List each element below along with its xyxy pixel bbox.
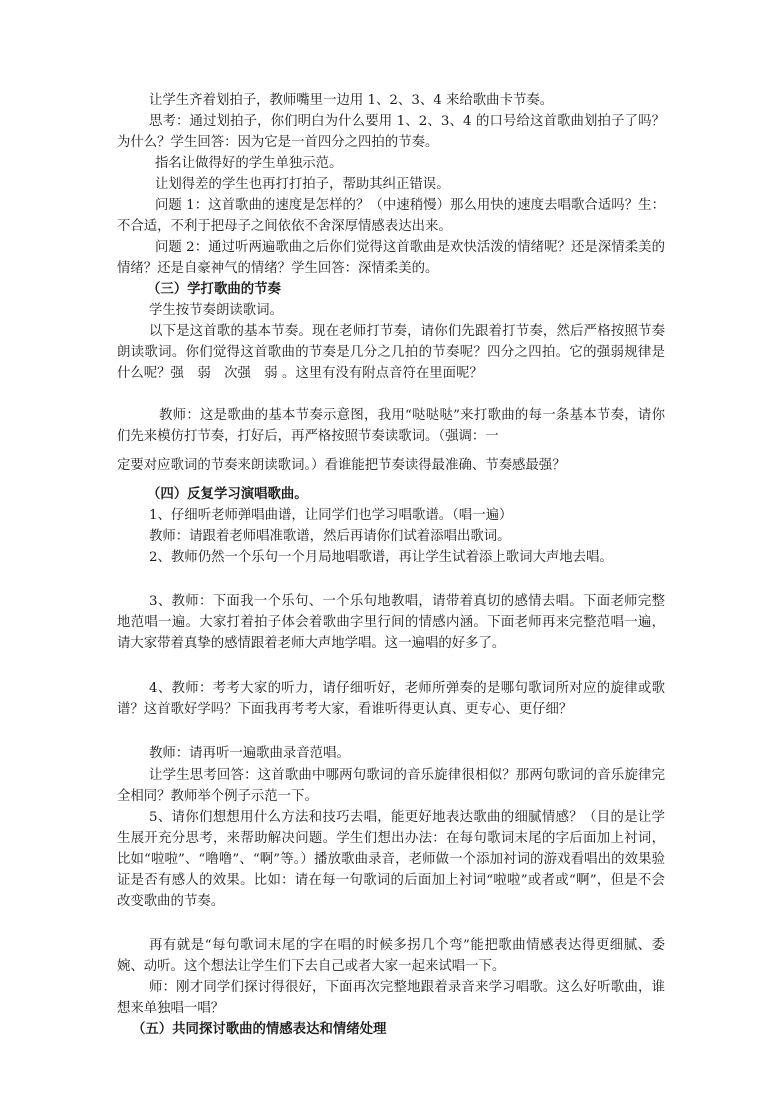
paragraph: 教师：请跟着老师唱准歌谱，然后再请你们试着添唱出歌词。	[149, 529, 511, 544]
paragraph: 问题 2：通过听两遍歌曲之后你们觉得这首歌曲是欢快活泼的情绪呢？还是深情柔美的情绪？还是自豪神气的情绪？学生回答：深情柔美的。	[117, 240, 665, 276]
paragraph: 以下是这首歌的基本节奏。现在老师打节奏，请你们先跟着打节奏，然后严格按照节奏朗读歌词。你们觉得这首歌曲的节奏是几分之几拍的节奏呢？四分之四拍。它的强弱规律是什么呢？强 弱 次强 弱 。这里有没有附点音符在里面呢？	[117, 324, 665, 381]
paragraph: 让学生思考回答：这首歌曲中哪两句歌词的音乐旋律很相似？那两句歌词的音乐旋律完全相同？教师举个例子示范一下。	[117, 768, 665, 804]
section-heading-4: （四）反复学习演唱歌曲。	[147, 486, 308, 502]
paragraph: 让划得差的学生也再打打拍子，帮助其纠正错误。	[155, 177, 450, 192]
paragraph: 3、教师：下面我一个乐句、一个乐句地教唱，请带着真切的感情去唱。下面老师完整地范唱一遍。大家打着拍子体会着歌曲字里行间的情感内涵。下面老师再来完整范唱一遍，请大家带着真挚的感情跟着老师大声地学唱。这一遍唱的好多了。	[117, 594, 665, 651]
paragraph: 学生按节奏朗读歌词。	[149, 303, 283, 318]
paragraph: 让学生齐着划拍子，教师嘴里一边用 1、2、3、4 来给歌曲卡节奏。	[149, 93, 554, 108]
section-heading-5: （五）共同探讨歌曲的情感表达和情绪处理	[132, 1021, 387, 1037]
paragraph: 教师：请再听一遍歌曲录音范唱。	[149, 746, 350, 761]
paragraph: 教师：这是歌曲的基本节奏示意图，我用“哒哒哒”来打歌曲的每一条基本节奏，请你们先来模仿打节奏，打好后，再严格按照节奏读歌词。（强调：一	[117, 408, 665, 444]
paragraph: 5、请你们想想用什么方法和技巧去唱，能更好地表达歌曲的细腻情感？（目的是让学生展开充分思考，来帮助解决问题。学生们想出办法：在每句歌词末尾的字后面加上衬词，比如“啦啦”、“噜噜”、“啊”等。）播放歌曲录音，老师做一个添加衬词的游戏看唱出的效果验证是否有感人的效果。比如：请在每一句歌词的后面加上衬词“啦啦”或者或“啊”，但是不会改变歌曲的节奏。	[117, 810, 665, 909]
paragraph: 思考：通过划拍子，你们明白为什么要用 1、2、3、4 的口号给这首歌曲划拍子了吗？为什么？学生回答：因为它是一首四分之四拍的节奏。	[117, 114, 665, 150]
paragraph: 再有就是“每句歌词末尾的字在唱的时候多拐几个弯”能把歌曲情感表达得更细腻、委婉、动听。这个想法让学生们下去自己或者大家一起来试唱一下。	[117, 938, 665, 974]
paragraph: 2、教师仍然一个乐句一个月局地唱歌谱，再让学生试着添上歌词大声地去唱。	[149, 550, 613, 565]
paragraph: 师：刚才同学们探讨得很好，下面再次完整地跟着录音来学习唱歌。这么好听歌曲，谁想来单独唱一唱？	[117, 980, 665, 1016]
paragraph: 4、教师：考考大家的听力，请仔细听好，老师所弹奏的是哪句歌词所对应的旋律或歌谱？这首歌好学吗？下面我再考考大家，看谁听得更认真、更专心、更仔细？	[117, 681, 665, 717]
paragraph: 定要对应歌词的节奏来朗读歌词。）看谁能把节奏读得最准确、节奏感最强？	[117, 458, 566, 473]
paragraph: 问题 1：这首歌曲的速度是怎样的？（中速稍慢）那么用快的速度去唱歌合适吗？生：不合适，不利于把母子之间依依不舍深厚情感表达出来。	[117, 198, 665, 234]
paragraph: 1、仔细听老师弹唱曲谱，让同学们也学习唱歌谱。（唱一遍）	[149, 508, 513, 523]
paragraph: 指名让做得好的学生单独示范。	[155, 156, 343, 171]
section-heading-3: （三）学打歌曲的节奏	[147, 281, 281, 297]
